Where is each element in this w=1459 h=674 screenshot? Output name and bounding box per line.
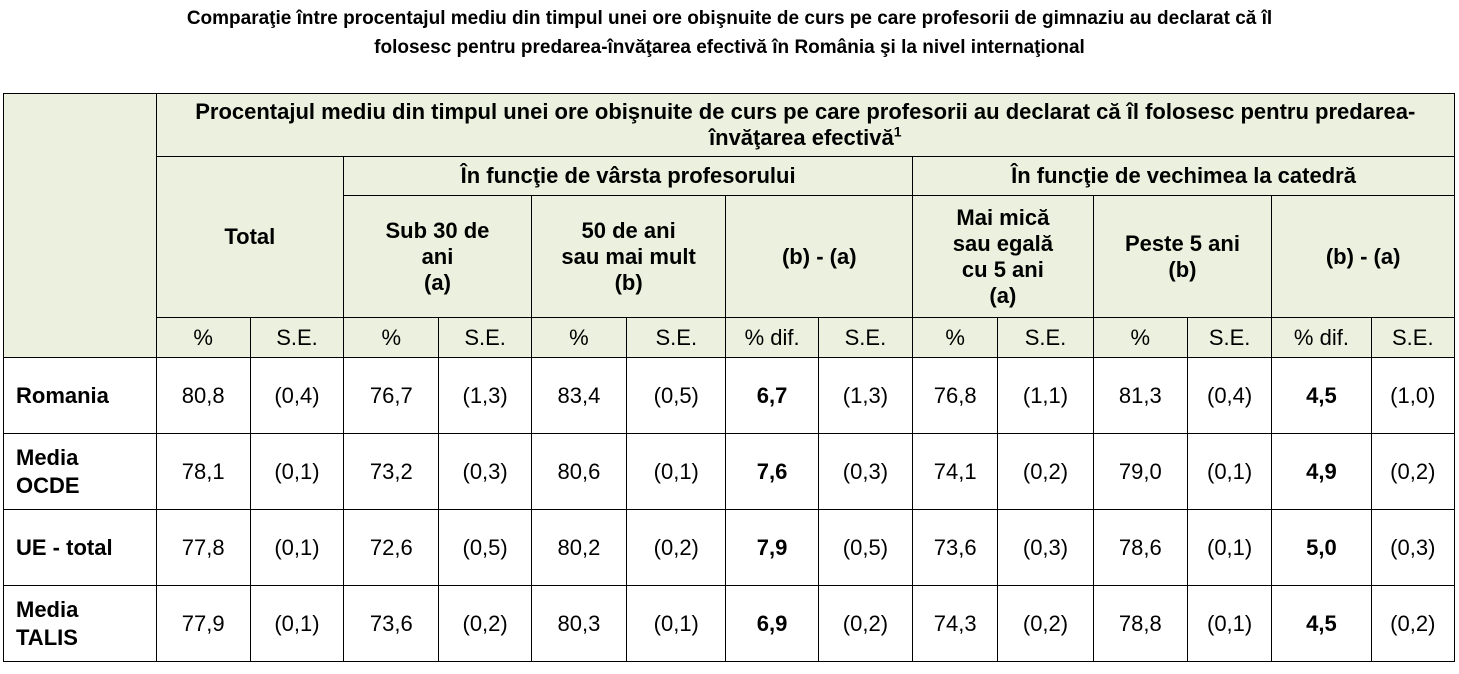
value-cell: 77,9: [156, 586, 250, 662]
value-cell: (0,3): [818, 434, 912, 510]
value-cell: (1,0): [1371, 358, 1454, 434]
value-cell: (0,5): [439, 510, 531, 586]
unit-cell: S.E.: [627, 318, 726, 358]
header-age-difference: (b) - (a): [726, 196, 913, 318]
unit-cell: %: [156, 318, 250, 358]
title-line-2: folosesc pentru predarea-învăţarea efectivă în România şi la nivel internaţional: [374, 37, 1085, 58]
value-cell: 83,4: [531, 358, 626, 434]
table-row: [4, 510, 1455, 586]
value-cell: 80,3: [531, 586, 626, 662]
unit-cell: S.E.: [818, 318, 912, 358]
value-cell: (0,3): [1371, 510, 1454, 586]
value-cell: (0,2): [627, 510, 726, 586]
page-title: [0, 4, 1459, 62]
difference-cell: 6,9: [726, 586, 818, 662]
value-cell: (0,2): [1371, 434, 1454, 510]
value-cell: 76,7: [344, 358, 439, 434]
unit-cell: S.E.: [250, 318, 343, 358]
header-tenure-over-5: Peste 5 ani (b): [1093, 196, 1272, 318]
unit-cell: S.E.: [1371, 318, 1454, 358]
value-cell: 73,6: [344, 586, 439, 662]
value-cell: 80,6: [531, 434, 626, 510]
difference-cell: 4,5: [1272, 358, 1371, 434]
value-cell: (0,1): [250, 434, 343, 510]
header-group-age: În funcţie de vârsta profesorului: [344, 157, 913, 196]
header-corner-cell: [4, 94, 157, 358]
value-cell: 78,1: [156, 434, 250, 510]
header-main: [156, 94, 1454, 157]
value-cell: (1,1): [998, 358, 1093, 434]
table-row: [4, 586, 1455, 662]
header-total: Total: [156, 157, 344, 318]
value-cell: (0,2): [998, 434, 1093, 510]
value-cell: 78,8: [1093, 586, 1187, 662]
row-label: UE - total: [4, 510, 157, 586]
unit-cell: % dif.: [1272, 318, 1371, 358]
value-cell: (0,1): [1187, 586, 1271, 662]
difference-cell: 7,9: [726, 510, 818, 586]
table-row: [4, 358, 1455, 434]
value-cell: (1,3): [818, 358, 912, 434]
value-cell: 76,8: [913, 358, 998, 434]
value-cell: (0,4): [1187, 358, 1271, 434]
value-cell: (0,1): [627, 586, 726, 662]
value-cell: (0,1): [1187, 510, 1271, 586]
title-line-1: Comparaţie între procentajul mediu din timpul unei ore obişnuite de curs pe care profesorii de gimnaziu au declarat că îl: [186, 8, 1273, 29]
value-cell: (0,2): [1371, 586, 1454, 662]
value-cell: (0,3): [439, 434, 531, 510]
difference-cell: 7,6: [726, 434, 818, 510]
value-cell: (0,5): [818, 510, 912, 586]
value-cell: (0,5): [627, 358, 726, 434]
value-cell: 78,6: [1093, 510, 1187, 586]
value-cell: 73,6: [913, 510, 998, 586]
value-cell: 72,6: [344, 510, 439, 586]
unit-cell: %: [913, 318, 998, 358]
value-cell: 74,1: [913, 434, 998, 510]
value-cell: 74,3: [913, 586, 998, 662]
value-cell: (0,2): [439, 586, 531, 662]
value-cell: 80,2: [531, 510, 626, 586]
row-label: Romania: [4, 358, 157, 434]
header-age-under-30: Sub 30 de ani (a): [344, 196, 532, 318]
header-tenure-difference: (b) - (a): [1272, 196, 1455, 318]
value-cell: 80,8: [156, 358, 250, 434]
header-tenure-5-or-less: Mai mică sau egală cu 5 ani (a): [913, 196, 1094, 318]
row-label: Media TALIS: [4, 586, 157, 662]
unit-cell: %: [1093, 318, 1187, 358]
value-cell: (0,1): [1187, 434, 1271, 510]
header-main-text: Procentajul mediu din timpul unei ore obişnuite de curs pe care profesorii au declarat că îl folosesc pentru predarea-învăţarea efectivă: [195, 99, 1416, 150]
comparison-table: [3, 93, 1455, 662]
value-cell: 73,2: [344, 434, 439, 510]
unit-cell: % dif.: [726, 318, 818, 358]
difference-cell: 4,9: [1272, 434, 1371, 510]
value-cell: 81,3: [1093, 358, 1187, 434]
table-row: [4, 434, 1455, 510]
unit-cell: S.E.: [439, 318, 531, 358]
unit-cell: S.E.: [1187, 318, 1271, 358]
footnote-marker: 1: [893, 123, 902, 140]
value-cell: (0,2): [818, 586, 912, 662]
header-group-tenure: În funcţie de vechimea la catedră: [913, 157, 1455, 196]
unit-row: [4, 318, 1455, 358]
value-cell: (0,1): [627, 434, 726, 510]
value-cell: (0,1): [250, 510, 343, 586]
difference-cell: 5,0: [1272, 510, 1371, 586]
value-cell: (0,1): [250, 586, 343, 662]
unit-cell: %: [344, 318, 439, 358]
row-label: Media OCDE: [4, 434, 157, 510]
value-cell: (1,3): [439, 358, 531, 434]
unit-cell: S.E.: [998, 318, 1093, 358]
value-cell: 79,0: [1093, 434, 1187, 510]
value-cell: (0,2): [998, 586, 1093, 662]
difference-cell: 4,5: [1272, 586, 1371, 662]
value-cell: 77,8: [156, 510, 250, 586]
value-cell: (0,4): [250, 358, 343, 434]
unit-cell: %: [531, 318, 626, 358]
header-age-50-plus: 50 de ani sau mai mult (b): [531, 196, 726, 318]
value-cell: (0,3): [998, 510, 1093, 586]
difference-cell: 6,7: [726, 358, 818, 434]
